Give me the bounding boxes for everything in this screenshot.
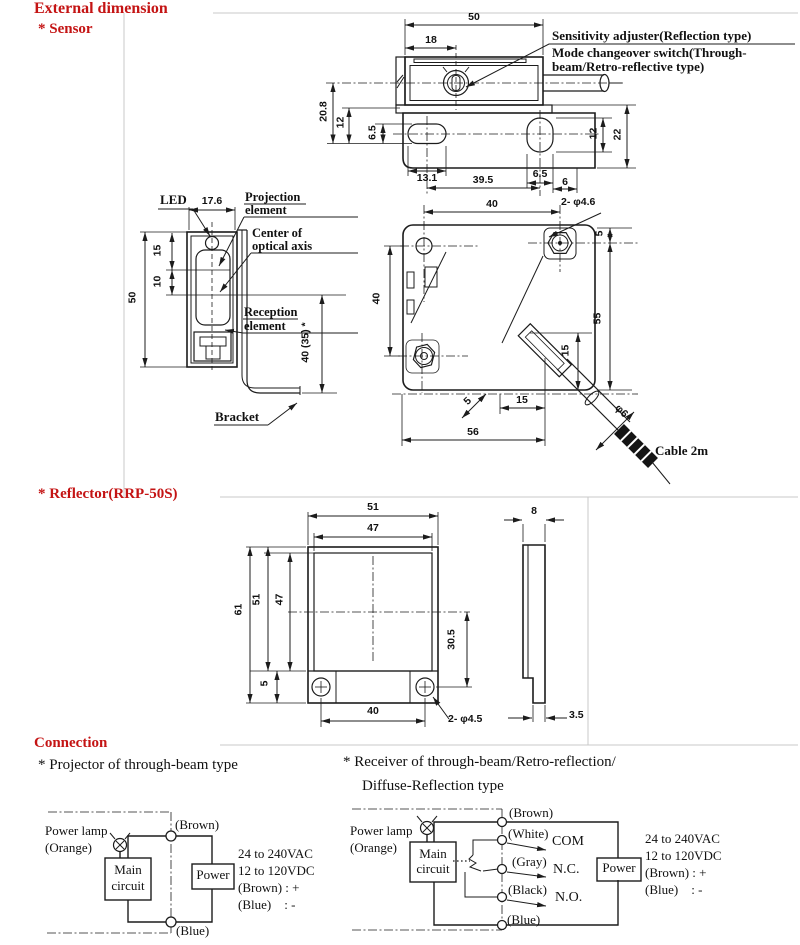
label-recv-blue: (Blue) [507, 912, 541, 927]
dim-top-6-5-right: 6.5 [532, 168, 548, 180]
heading-reflector: * Reflector(RRP-50S) [38, 486, 178, 502]
spec-proj-2: 12 to 120VDC [238, 863, 315, 878]
heading-sensor: * Sensor [38, 21, 93, 37]
dim-front-bracket-40-35: 40 (35) * [299, 322, 312, 363]
dim-reflector-47-top: 47 [367, 522, 379, 534]
dim-reflector-51-left: 51 [250, 593, 263, 606]
dim-top-20-8: 20.8 [317, 101, 330, 122]
dim-rear-5-diag: 5 [461, 394, 474, 408]
dim-top-39-5: 39.5 [472, 174, 494, 186]
dim-reflector-holes: 2- φ4.5 [448, 713, 483, 725]
spec-proj-4: (Blue) : - [238, 897, 296, 912]
spec-recv-2: 12 to 120VDC [645, 848, 722, 863]
label-proj-power-lamp: Power lamp [45, 823, 108, 838]
spec-recv-4: (Blue) : - [645, 882, 703, 897]
label-recv-white: (White) [508, 826, 549, 841]
label-recv-com: COM [552, 834, 584, 849]
dim-reflector-40: 40 [367, 705, 379, 717]
section-title-external-dimension: External dimension [34, 0, 168, 17]
spec-proj-1: 24 to 240VAC [238, 846, 313, 861]
label-recv-main-1: Main [419, 846, 447, 861]
label-mode-switch-line2: beam/Retro-reflective type) [552, 59, 705, 74]
label-recv-nc: N.C. [553, 862, 580, 877]
label-proj-main-1: Main [114, 862, 142, 877]
label-projection-line2: element [245, 203, 287, 217]
label-recv-power-lamp: Power lamp [350, 823, 413, 838]
label-proj-blue: (Blue) [176, 923, 210, 938]
sensor-rear-view-drawing [384, 205, 670, 484]
label-recv-black: (Black) [508, 882, 547, 897]
dim-side-adjuster: 18 [425, 34, 437, 46]
label-center-line2: optical axis [252, 239, 313, 253]
table-frame-lines [124, 13, 798, 745]
heading-connection: Connection [34, 735, 108, 751]
dim-front-15: 15 [151, 244, 164, 257]
dim-top-6-5-left: 6.5 [366, 125, 379, 140]
dim-reflector-51-top: 51 [367, 501, 379, 513]
heading-receiver-line2: Diffuse-Reflection type [362, 778, 504, 794]
heading-receiver-line1: * Receiver of through-beam/Retro-reflection/ [343, 754, 616, 770]
label-recv-orange: (Orange) [350, 840, 397, 855]
label-proj-power-box: Power [196, 867, 230, 882]
dim-rear-40-left: 40 [370, 292, 383, 305]
spec-recv-3: (Brown) : + [645, 865, 707, 880]
dim-top-13-1: 13.1 [416, 172, 438, 184]
label-proj-brown: (Brown) [175, 817, 220, 832]
dim-side-width: 50 [468, 11, 480, 23]
dim-top-6: 6 [562, 176, 568, 188]
spec-proj-3: (Brown) : + [238, 880, 300, 895]
label-recv-main-2: circuit [416, 861, 450, 876]
dim-rear-40-top: 40 [486, 198, 498, 210]
label-proj-orange: (Orange) [45, 840, 92, 855]
label-sensitivity-adjuster: Sensitivity adjuster(Reflection type) [552, 28, 752, 43]
dim-rear-cable-diameter: φ6 [612, 402, 631, 421]
dim-reflector-61: 61 [232, 603, 245, 616]
reflector-side-view-drawing [504, 520, 567, 722]
dim-front-width: 17.6 [201, 195, 223, 207]
dim-rear-15-horiz: 15 [516, 394, 528, 406]
label-proj-main-2: circuit [111, 878, 145, 893]
label-bracket: Bracket [215, 409, 260, 424]
dim-front-height: 50 [126, 291, 139, 304]
dim-rear-15-vert: 15 [559, 344, 572, 357]
label-recv-no: N.O. [555, 890, 583, 905]
label-recv-power-box: Power [602, 860, 636, 875]
dim-reflector-47-left: 47 [273, 593, 286, 606]
heading-projector: * Projector of through-beam type [38, 757, 238, 773]
label-cable-2m: Cable 2m [655, 443, 709, 458]
label-led: LED [160, 192, 187, 207]
dim-rear-55: 55 [591, 312, 604, 325]
dim-reflector-5: 5 [258, 680, 271, 687]
spec-recv-1: 24 to 240VAC [645, 831, 720, 846]
dim-reflector-3-5: 3.5 [569, 709, 584, 721]
dim-top-12-right: 12 [587, 127, 600, 140]
label-projection-line1: Projection [245, 190, 301, 204]
label-recv-gray: (Gray) [512, 854, 547, 869]
dim-top-22: 22 [611, 128, 624, 141]
label-reception-line1: Reception [244, 305, 298, 319]
dim-reflector-8: 8 [531, 505, 537, 517]
dim-rear-5-right: 5 [593, 230, 606, 237]
dim-rear-56: 56 [467, 426, 479, 438]
dim-rear-holes: 2- φ4.6 [561, 196, 596, 208]
label-center-line1: Center of [252, 226, 303, 240]
dim-front-10: 10 [151, 275, 164, 288]
label-reception-line2: element [244, 319, 286, 333]
dim-top-12-left: 12 [334, 116, 347, 129]
label-recv-brown: (Brown) [509, 805, 554, 820]
label-mode-switch-line1: Mode changeover switch(Through- [552, 45, 747, 60]
dim-reflector-30-5: 30.5 [445, 629, 458, 650]
